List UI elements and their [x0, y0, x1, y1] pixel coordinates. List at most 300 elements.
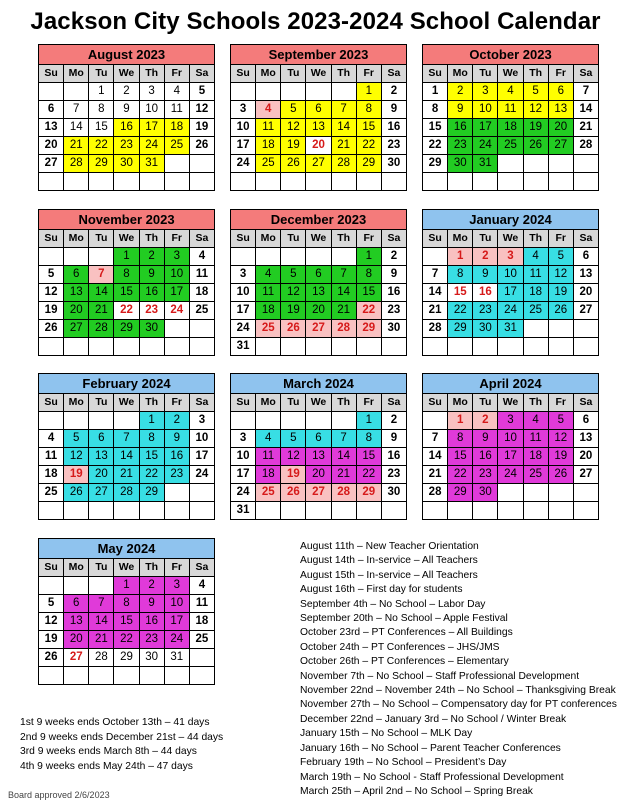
day-cell: 2: [114, 83, 139, 101]
day-cell: 21: [114, 466, 139, 484]
day-cell: 22: [139, 466, 164, 484]
empty-cell: [231, 248, 256, 266]
day-cell: 5: [548, 248, 573, 266]
weekday-header: Sa: [189, 65, 214, 83]
day-cell: 2: [139, 248, 164, 266]
empty-cell: [331, 338, 356, 356]
month-calendar: [38, 538, 215, 685]
day-cell: 12: [523, 101, 548, 119]
day-cell: 6: [306, 266, 331, 284]
empty-cell: [189, 338, 214, 356]
day-cell: 6: [306, 430, 331, 448]
day-cell: 21: [331, 302, 356, 320]
day-cell: 10: [164, 595, 189, 613]
weekday-header: Mo: [256, 394, 281, 412]
day-cell: 3: [498, 412, 523, 430]
empty-cell: [164, 502, 189, 520]
empty-cell: [256, 83, 281, 101]
day-cell: 10: [189, 430, 214, 448]
day-cell: 25: [189, 302, 214, 320]
empty-cell: [114, 338, 139, 356]
day-cell: 14: [331, 284, 356, 302]
day-cell: 22: [89, 137, 114, 155]
day-cell: 29: [448, 484, 473, 502]
day-cell: 12: [548, 266, 573, 284]
day-cell: 18: [189, 284, 214, 302]
note-line: January 15th – No School – MLK Day: [300, 728, 473, 740]
day-cell: 6: [573, 412, 598, 430]
day-cell: 16: [114, 119, 139, 137]
day-cell: 28: [64, 155, 89, 173]
day-cell: 28: [423, 320, 448, 338]
day-cell: 15: [139, 448, 164, 466]
weekday-header: Fr: [164, 394, 189, 412]
day-cell: 23: [381, 137, 406, 155]
day-cell: 28: [331, 484, 356, 502]
weekday-header: Th: [523, 65, 548, 83]
empty-cell: [39, 577, 64, 595]
weekday-header: Su: [231, 230, 256, 248]
empty-cell: [306, 248, 331, 266]
weekday-header: Sa: [189, 559, 214, 577]
day-cell: 25: [189, 631, 214, 649]
day-cell: 3: [231, 430, 256, 448]
day-cell: 1: [114, 248, 139, 266]
day-cell: 6: [89, 430, 114, 448]
day-cell: 1: [114, 577, 139, 595]
day-cell: 13: [306, 448, 331, 466]
empty-cell: [448, 338, 473, 356]
day-cell: 17: [231, 302, 256, 320]
empty-cell: [39, 248, 64, 266]
empty-cell: [114, 502, 139, 520]
day-cell: 18: [164, 119, 189, 137]
empty-cell: [231, 412, 256, 430]
day-cell: 7: [114, 430, 139, 448]
day-cell: 27: [548, 137, 573, 155]
day-cell: 2: [164, 412, 189, 430]
empty-cell: [64, 502, 89, 520]
day-cell: 8: [89, 101, 114, 119]
day-cell: 11: [256, 284, 281, 302]
day-cell: 3: [498, 248, 523, 266]
day-cell: 3: [231, 101, 256, 119]
empty-cell: [189, 649, 214, 667]
weekday-header: Sa: [573, 394, 598, 412]
day-cell: 29: [114, 320, 139, 338]
day-cell: 4: [523, 412, 548, 430]
empty-cell: [381, 338, 406, 356]
day-cell: 29: [356, 484, 381, 502]
empty-cell: [573, 173, 598, 191]
day-cell: 1: [356, 83, 381, 101]
day-cell: 6: [306, 101, 331, 119]
weekday-header: Su: [39, 394, 64, 412]
note-line: November 22nd – November 24th – No School – Thanksgiving Break: [300, 685, 616, 697]
note-line: February 19th – No School – President’s Day: [300, 757, 507, 769]
empty-cell: [139, 502, 164, 520]
day-cell: 28: [331, 155, 356, 173]
note-line: October 24th – PT Conferences – JHS/JMS: [300, 641, 500, 653]
day-cell: 31: [231, 338, 256, 356]
day-cell: 8: [356, 101, 381, 119]
empty-cell: [498, 484, 523, 502]
weekday-header: Sa: [189, 394, 214, 412]
empty-cell: [281, 338, 306, 356]
day-cell: 4: [498, 83, 523, 101]
day-cell: 16: [381, 448, 406, 466]
day-cell: 4: [256, 430, 281, 448]
day-cell: 25: [523, 466, 548, 484]
month-title: September 2023: [231, 45, 407, 65]
day-cell: 29: [423, 155, 448, 173]
empty-cell: [114, 173, 139, 191]
note-line: October 23rd – PT Conferences – All Buildings: [300, 627, 513, 639]
day-cell: 14: [423, 448, 448, 466]
day-cell: 1: [448, 412, 473, 430]
day-cell: 27: [64, 649, 89, 667]
empty-cell: [548, 502, 573, 520]
day-cell: 16: [381, 119, 406, 137]
day-cell: 13: [64, 613, 89, 631]
day-cell: 5: [281, 266, 306, 284]
empty-cell: [164, 155, 189, 173]
day-cell: 3: [164, 248, 189, 266]
day-cell: 21: [423, 302, 448, 320]
day-cell: 27: [573, 466, 598, 484]
day-cell: 31: [139, 155, 164, 173]
day-cell: 3: [189, 412, 214, 430]
empty-cell: [548, 484, 573, 502]
empty-cell: [423, 412, 448, 430]
empty-cell: [331, 173, 356, 191]
day-cell: 16: [139, 613, 164, 631]
day-cell: 26: [281, 155, 306, 173]
weekday-header: Fr: [164, 230, 189, 248]
weekday-header: Sa: [573, 65, 598, 83]
month-calendar: [422, 209, 599, 356]
month-title: December 2023: [231, 210, 407, 230]
day-cell: 11: [189, 266, 214, 284]
day-cell: 23: [139, 302, 164, 320]
day-cell: 18: [189, 613, 214, 631]
weekday-header: Tu: [281, 65, 306, 83]
weekday-header: Su: [39, 65, 64, 83]
day-cell: 23: [473, 302, 498, 320]
weekday-header: Fr: [356, 65, 381, 83]
day-cell: 12: [39, 613, 64, 631]
empty-cell: [548, 155, 573, 173]
empty-cell: [89, 173, 114, 191]
day-cell: 30: [114, 155, 139, 173]
empty-cell: [189, 667, 214, 685]
empty-cell: [423, 248, 448, 266]
empty-cell: [164, 484, 189, 502]
day-cell: 8: [114, 595, 139, 613]
empty-cell: [189, 155, 214, 173]
empty-cell: [39, 412, 64, 430]
day-cell: 24: [164, 631, 189, 649]
month-title: March 2024: [231, 374, 407, 394]
day-cell: 20: [306, 302, 331, 320]
day-cell: 17: [231, 466, 256, 484]
weekday-header: Tu: [473, 230, 498, 248]
day-cell: 1: [139, 412, 164, 430]
day-cell: 15: [89, 119, 114, 137]
day-cell: 13: [573, 266, 598, 284]
day-cell: 12: [281, 119, 306, 137]
day-cell: 28: [573, 137, 598, 155]
day-cell: 10: [231, 448, 256, 466]
day-cell: 30: [139, 320, 164, 338]
month-calendar: [38, 44, 215, 191]
day-cell: 4: [164, 83, 189, 101]
day-cell: 17: [189, 448, 214, 466]
day-cell: 2: [139, 577, 164, 595]
weekday-header: Su: [423, 394, 448, 412]
weekday-header: Th: [139, 230, 164, 248]
empty-cell: [189, 502, 214, 520]
day-cell: 4: [39, 430, 64, 448]
day-cell: 9: [139, 595, 164, 613]
day-cell: 24: [498, 302, 523, 320]
empty-cell: [281, 502, 306, 520]
day-cell: 13: [548, 101, 573, 119]
weekday-header: Tu: [89, 559, 114, 577]
day-cell: 22: [448, 466, 473, 484]
empty-cell: [448, 173, 473, 191]
note-line: August 14th – In-service – All Teachers: [300, 555, 478, 567]
day-cell: 7: [331, 430, 356, 448]
weekday-header: We: [306, 394, 331, 412]
day-cell: 6: [548, 83, 573, 101]
day-cell: 20: [573, 448, 598, 466]
empty-cell: [523, 502, 548, 520]
day-cell: 7: [89, 266, 114, 284]
empty-cell: [498, 173, 523, 191]
quarter-line: 2nd 9 weeks ends December 21st – 44 days: [20, 731, 224, 743]
day-cell: 10: [473, 101, 498, 119]
note-line: March 25th – April 2nd – No School – Spring Break: [300, 785, 533, 797]
day-cell: 20: [573, 284, 598, 302]
day-cell: 31: [164, 649, 189, 667]
weekday-header: Th: [139, 65, 164, 83]
weekday-header: Sa: [573, 230, 598, 248]
empty-cell: [256, 173, 281, 191]
month-calendar: [38, 209, 215, 356]
day-cell: 3: [231, 266, 256, 284]
month-title: August 2023: [39, 45, 215, 65]
day-cell: 8: [139, 430, 164, 448]
empty-cell: [139, 173, 164, 191]
day-cell: 8: [356, 430, 381, 448]
weekday-header: Tu: [281, 394, 306, 412]
empty-cell: [423, 502, 448, 520]
day-cell: 10: [139, 101, 164, 119]
weekday-header: We: [114, 559, 139, 577]
empty-cell: [164, 173, 189, 191]
empty-cell: [331, 248, 356, 266]
day-cell: 20: [39, 137, 64, 155]
empty-cell: [381, 502, 406, 520]
empty-cell: [64, 173, 89, 191]
empty-cell: [548, 320, 573, 338]
day-cell: 30: [381, 320, 406, 338]
day-cell: 18: [256, 466, 281, 484]
day-cell: 2: [473, 248, 498, 266]
day-cell: 11: [498, 101, 523, 119]
month-calendar: [230, 209, 407, 356]
day-cell: 31: [231, 502, 256, 520]
day-cell: 15: [448, 448, 473, 466]
day-cell: 29: [114, 649, 139, 667]
empty-cell: [139, 338, 164, 356]
weekday-header: We: [114, 65, 139, 83]
day-cell: 2: [448, 83, 473, 101]
day-cell: 18: [523, 448, 548, 466]
weekday-header: Mo: [448, 65, 473, 83]
empty-cell: [139, 667, 164, 685]
day-cell: 1: [448, 248, 473, 266]
day-cell: 19: [281, 137, 306, 155]
day-cell: 4: [256, 101, 281, 119]
empty-cell: [423, 338, 448, 356]
day-cell: 16: [448, 119, 473, 137]
weekday-header: Th: [523, 230, 548, 248]
day-cell: 26: [39, 320, 64, 338]
weekday-header: Th: [139, 394, 164, 412]
day-cell: 5: [64, 430, 89, 448]
day-cell: 2: [381, 83, 406, 101]
weekday-header: Su: [39, 559, 64, 577]
day-cell: 26: [548, 466, 573, 484]
day-cell: 21: [331, 137, 356, 155]
day-cell: 9: [473, 266, 498, 284]
day-cell: 27: [306, 484, 331, 502]
day-cell: 9: [114, 101, 139, 119]
day-cell: 20: [89, 466, 114, 484]
day-cell: 24: [139, 137, 164, 155]
day-cell: 11: [164, 101, 189, 119]
day-cell: 13: [39, 119, 64, 137]
empty-cell: [281, 83, 306, 101]
note-line: August 16th – First day for students: [300, 584, 463, 596]
weekday-header: Mo: [64, 394, 89, 412]
day-cell: 19: [64, 466, 89, 484]
empty-cell: [39, 502, 64, 520]
note-line: November 7th – No School – Staff Professional Development: [300, 670, 580, 682]
weekday-header: Fr: [164, 65, 189, 83]
month-title: February 2024: [39, 374, 215, 394]
month-title: April 2024: [423, 374, 599, 394]
day-cell: 16: [381, 284, 406, 302]
day-cell: 8: [114, 266, 139, 284]
day-cell: 10: [498, 430, 523, 448]
day-cell: 11: [523, 266, 548, 284]
day-cell: 26: [523, 137, 548, 155]
day-cell: 9: [139, 266, 164, 284]
weekday-header: Fr: [164, 559, 189, 577]
day-cell: 18: [523, 284, 548, 302]
empty-cell: [231, 173, 256, 191]
day-cell: 13: [306, 284, 331, 302]
day-cell: 3: [473, 83, 498, 101]
day-cell: 12: [189, 101, 214, 119]
weekday-header: Mo: [448, 394, 473, 412]
empty-cell: [423, 173, 448, 191]
day-cell: 11: [189, 595, 214, 613]
day-cell: 24: [231, 155, 256, 173]
day-cell: 5: [281, 430, 306, 448]
note-line: August 11th – New Teacher Orientation: [300, 541, 479, 552]
weekday-header: Tu: [89, 230, 114, 248]
weekday-header: Sa: [381, 394, 406, 412]
day-cell: 16: [139, 284, 164, 302]
day-cell: 22: [356, 137, 381, 155]
day-cell: 5: [281, 101, 306, 119]
weekday-header: Sa: [381, 230, 406, 248]
empty-cell: [89, 248, 114, 266]
day-cell: 20: [548, 119, 573, 137]
weekday-header: We: [114, 394, 139, 412]
empty-cell: [306, 412, 331, 430]
day-cell: 30: [381, 155, 406, 173]
day-cell: 23: [139, 631, 164, 649]
day-cell: 6: [39, 101, 64, 119]
day-cell: 1: [423, 83, 448, 101]
day-cell: 25: [164, 137, 189, 155]
day-cell: 13: [573, 430, 598, 448]
empty-cell: [164, 338, 189, 356]
day-cell: 15: [114, 613, 139, 631]
day-cell: 22: [448, 302, 473, 320]
month-calendar: [422, 373, 599, 520]
empty-cell: [89, 667, 114, 685]
empty-cell: [573, 338, 598, 356]
day-cell: 9: [473, 430, 498, 448]
day-cell: 29: [139, 484, 164, 502]
empty-cell: [89, 412, 114, 430]
day-cell: 25: [256, 320, 281, 338]
empty-cell: [356, 338, 381, 356]
empty-cell: [573, 155, 598, 173]
day-cell: 14: [64, 119, 89, 137]
day-cell: 27: [573, 302, 598, 320]
weekday-header: Su: [39, 230, 64, 248]
month-calendar: [422, 44, 599, 191]
day-cell: 2: [381, 248, 406, 266]
weekday-header: Mo: [64, 559, 89, 577]
day-cell: 18: [498, 119, 523, 137]
day-cell: 26: [189, 137, 214, 155]
empty-cell: [231, 83, 256, 101]
empty-cell: [381, 173, 406, 191]
empty-cell: [64, 83, 89, 101]
weekday-header: Mo: [256, 230, 281, 248]
day-cell: 19: [39, 631, 64, 649]
empty-cell: [331, 83, 356, 101]
day-cell: 28: [331, 320, 356, 338]
day-cell: 24: [231, 484, 256, 502]
day-cell: 21: [89, 302, 114, 320]
day-cell: 10: [231, 284, 256, 302]
empty-cell: [573, 484, 598, 502]
month-title: November 2023: [39, 210, 215, 230]
weekday-header: We: [114, 230, 139, 248]
weekday-header: Sa: [189, 230, 214, 248]
day-cell: 27: [39, 155, 64, 173]
day-cell: 11: [256, 119, 281, 137]
